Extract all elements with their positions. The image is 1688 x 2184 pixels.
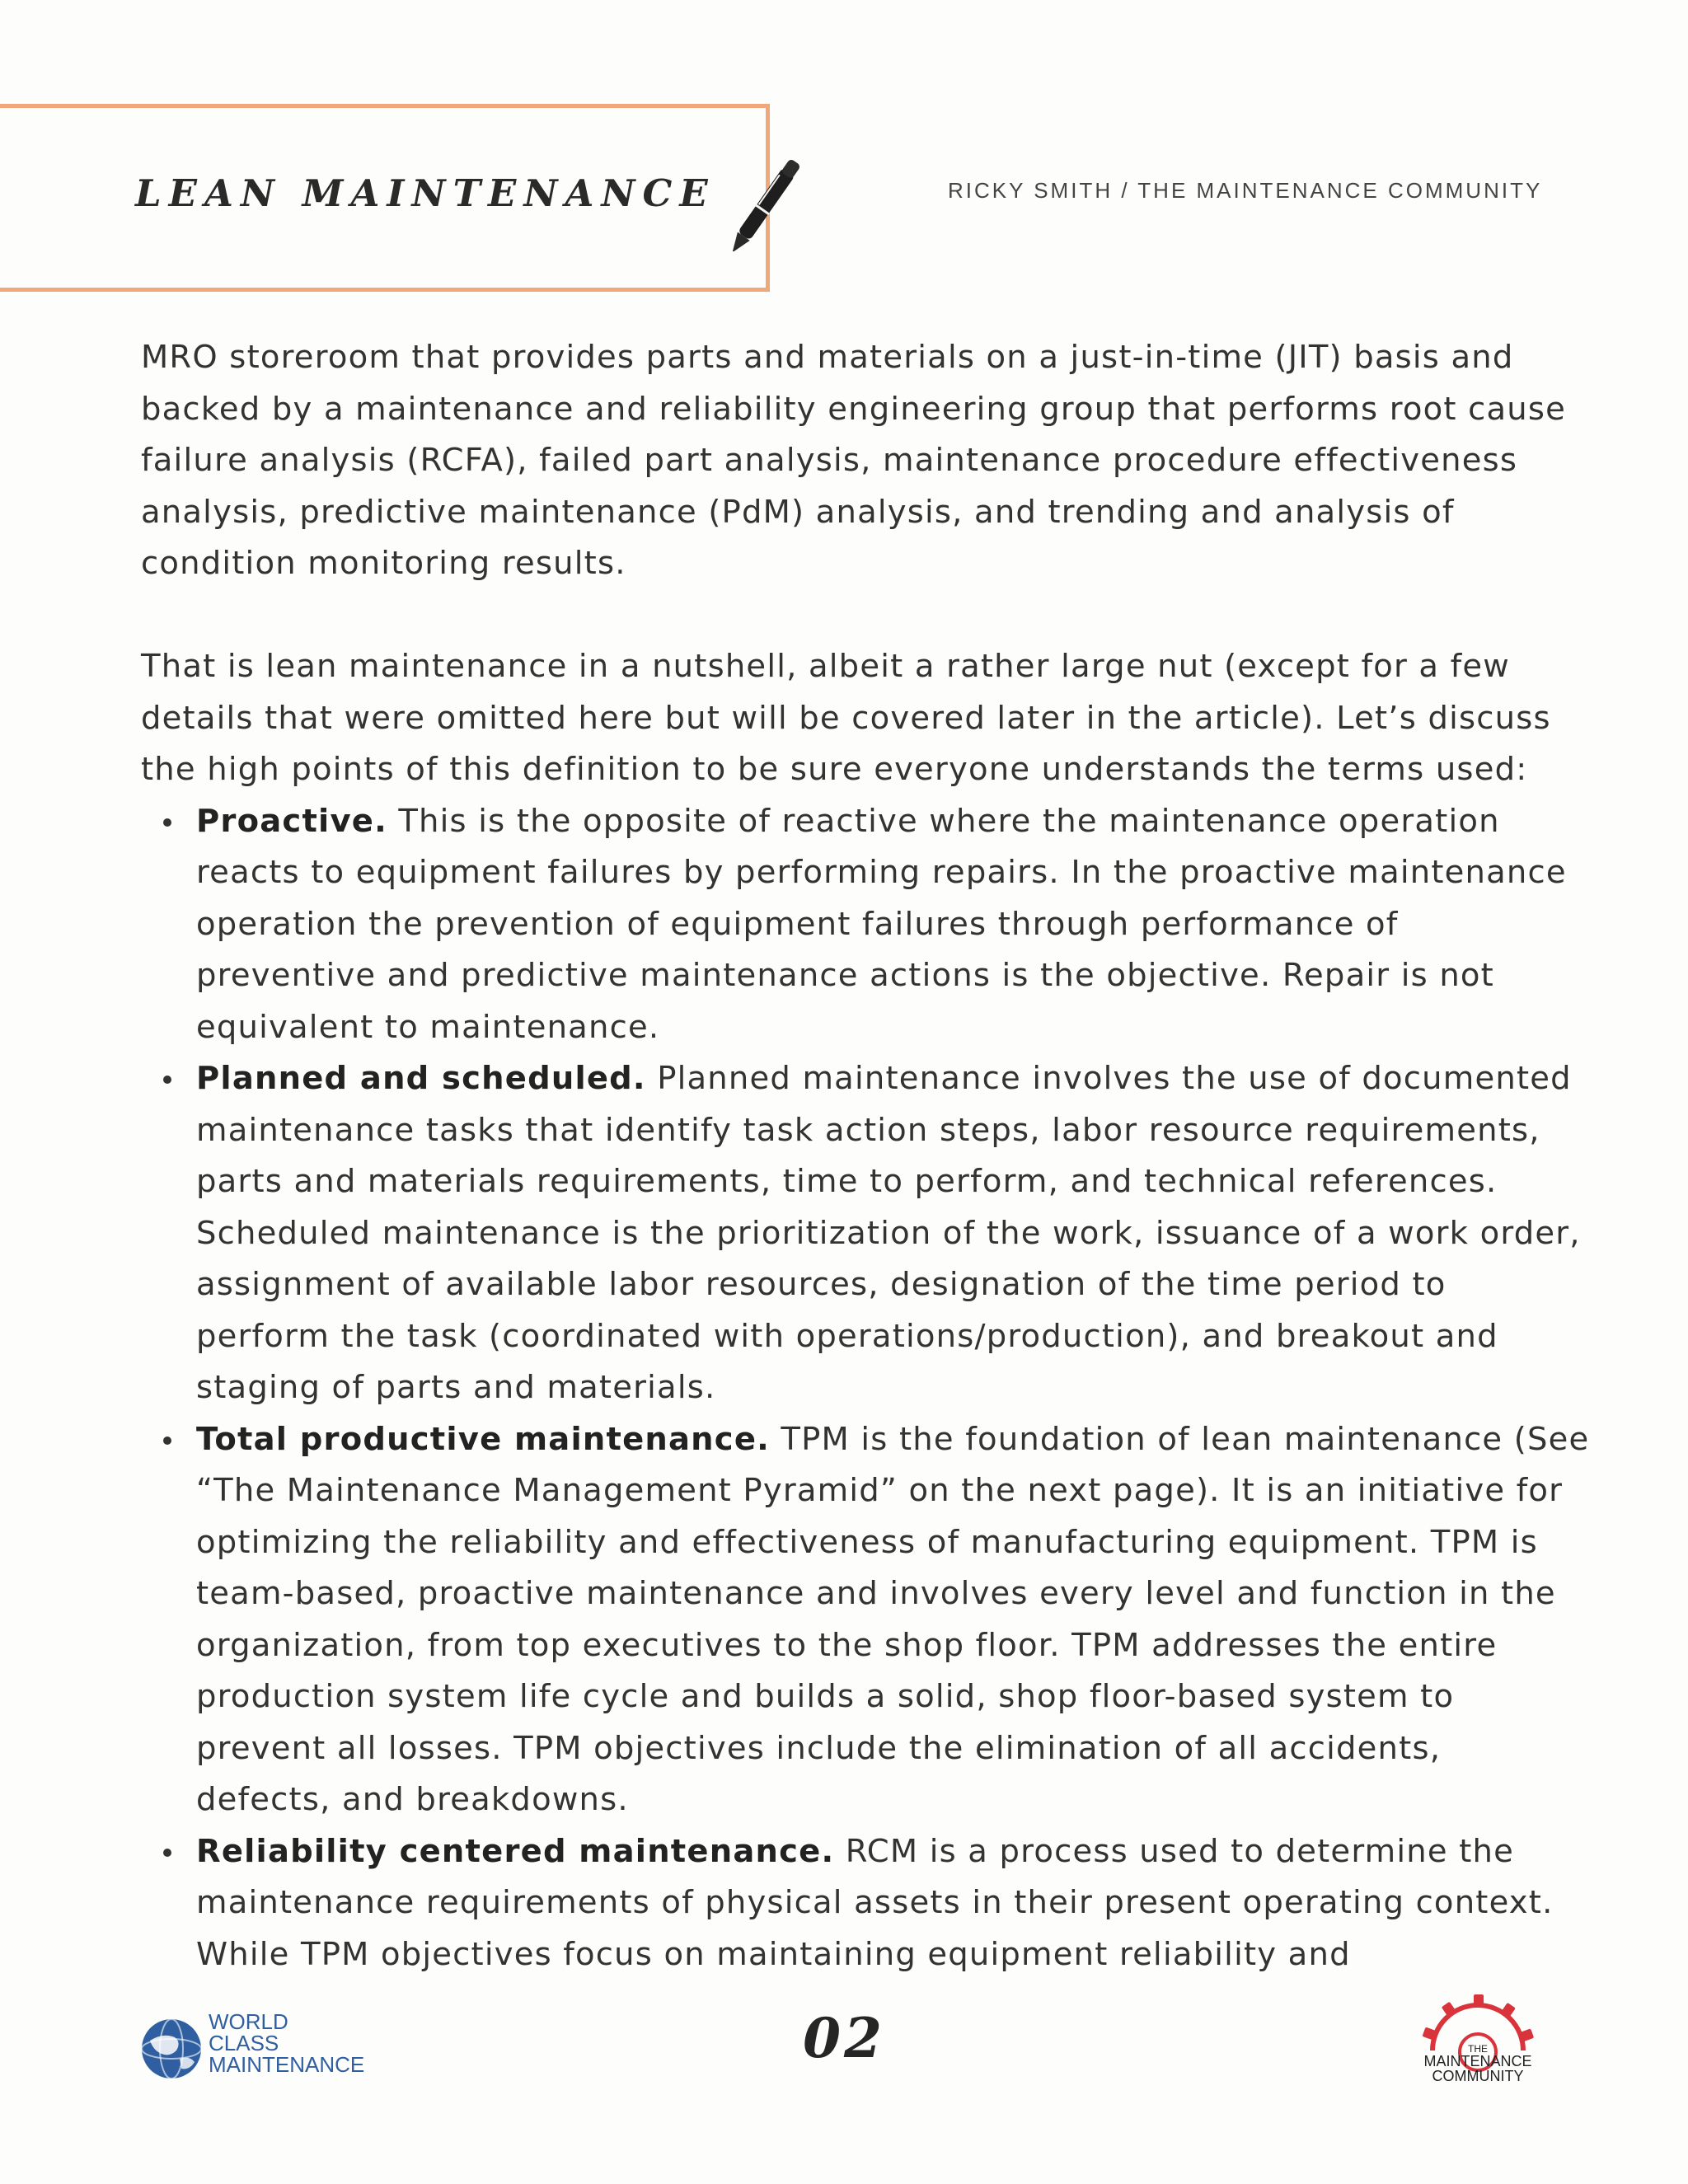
text-line: condition monitoring results. [141, 545, 626, 582]
text-line: parts and materials requirements, time to perform, and technical references. [196, 1163, 1498, 1200]
term-text: This is the opposite of reactive where the maintenance operation [387, 802, 1500, 840]
list-item-planned-scheduled [141, 1053, 1581, 1414]
text-line: perform the task (coordinated with operations/production), and breakout and [196, 1317, 1498, 1355]
document-title: LEAN MAINTENANCE [135, 171, 715, 215]
term-text: TPM is the foundation of lean maintenance (See [769, 1420, 1590, 1458]
tmc-logo-text [1416, 2044, 1540, 2083]
text-line: Scheduled maintenance is the prioritization of the work, issuance of a work order, [196, 1214, 1581, 1252]
list-item-tpm [141, 1414, 1590, 1826]
list-item-rcm [141, 1826, 1559, 1981]
text-line: production system life cycle and builds a solid, shop floor-based system to [196, 1678, 1455, 1715]
text-line: That is lean maintenance in a nutshell, albeit a rather large nut (except for a few [141, 648, 1510, 685]
text-line: team-based, proactive maintenance and involves every level and function in the [196, 1575, 1556, 1612]
term-label: Proactive. [196, 802, 387, 840]
text-line: defects, and breakdowns. [196, 1781, 629, 1818]
text-line: maintenance requirements of physical assets in their present operating context. [196, 1884, 1554, 1921]
summary-paragraph [141, 641, 1559, 796]
logo-line: MAINTENANCE [1423, 2053, 1532, 2069]
text-line: failure analysis (RCFA), failed part analysis, maintenance procedure effectiveness [141, 442, 1518, 479]
logo-line: WORLD [209, 2009, 288, 2034]
list-item-first-line [196, 1414, 1590, 1466]
text-line: details that were omitted here but will be covered later in the article). Let’s discuss [141, 699, 1551, 737]
text-line: While TPM objectives focus on maintaining equipment reliability and [196, 1935, 1351, 1973]
logo-line: MAINTENANCE [209, 2052, 365, 2077]
text-line: optimizing the reliability and effectiveness of manufacturing equipment. TPM is [196, 1523, 1538, 1561]
text-line: reacts to equipment failures by performing repairs. In the proactive maintenance [196, 854, 1567, 891]
author-byline: RICKY SMITH / THE MAINTENANCE COMMUNITY [948, 178, 1543, 203]
term-label: Reliability centered maintenance. [196, 1832, 835, 1870]
text-line: assignment of available labor resources, designation of the time period to [196, 1266, 1447, 1303]
term-label: Total productive maintenance. [196, 1420, 770, 1458]
paragraph-spacer [141, 590, 1559, 642]
page-number: 02 [803, 2006, 885, 2070]
text-line: preventive and predictive maintenance actions is the objective. Repair is not [196, 957, 1494, 994]
text-line: backed by a maintenance and reliability engineering group that performs root cause [141, 390, 1567, 428]
logo-line: THE [1468, 2043, 1488, 2055]
list-item-first-line [196, 1053, 1572, 1105]
text-line: MRO storeroom that provides parts and materials on a just-in-time (JIT) basis and [141, 339, 1514, 376]
logo-line: CLASS [209, 2031, 279, 2055]
text-line: maintenance tasks that identify task action steps, labor resource requirements, [196, 1111, 1540, 1149]
term-text: RCM is a process used to determine the [834, 1832, 1514, 1870]
logo-line: COMMUNITY [1432, 2068, 1524, 2084]
text-line: organization, from top executives to the shop floor. TPM addresses the entire [196, 1626, 1498, 1664]
text-line: operation the prevention of equipment failures through performance of [196, 905, 1399, 943]
term-text: Planned maintenance involves the use of documented [645, 1060, 1572, 1097]
list-item-first-line [196, 1826, 1559, 1878]
text-line: staging of parts and materials. [196, 1369, 716, 1406]
pen-icon [709, 144, 832, 251]
text-line: the high points of this definition to be sure everyone understands the terms used: [141, 751, 1528, 788]
list-item-proactive [141, 796, 1567, 1054]
term-label: Planned and scheduled. [196, 1060, 646, 1097]
text-line: equivalent to maintenance. [196, 1008, 660, 1046]
intro-paragraph [141, 332, 1567, 590]
article-body [141, 332, 1590, 1980]
list-item-first-line [196, 796, 1559, 848]
text-line: prevent all losses. TPM objectives include the elimination of all accidents, [196, 1729, 1442, 1767]
text-line: analysis, predictive maintenance (PdM) analysis, and trending and analysis of [141, 493, 1455, 531]
text-line: “The Maintenance Management Pyramid” on the next page). It is an initiative for [196, 1472, 1564, 1509]
definition-list [141, 796, 1590, 1981]
